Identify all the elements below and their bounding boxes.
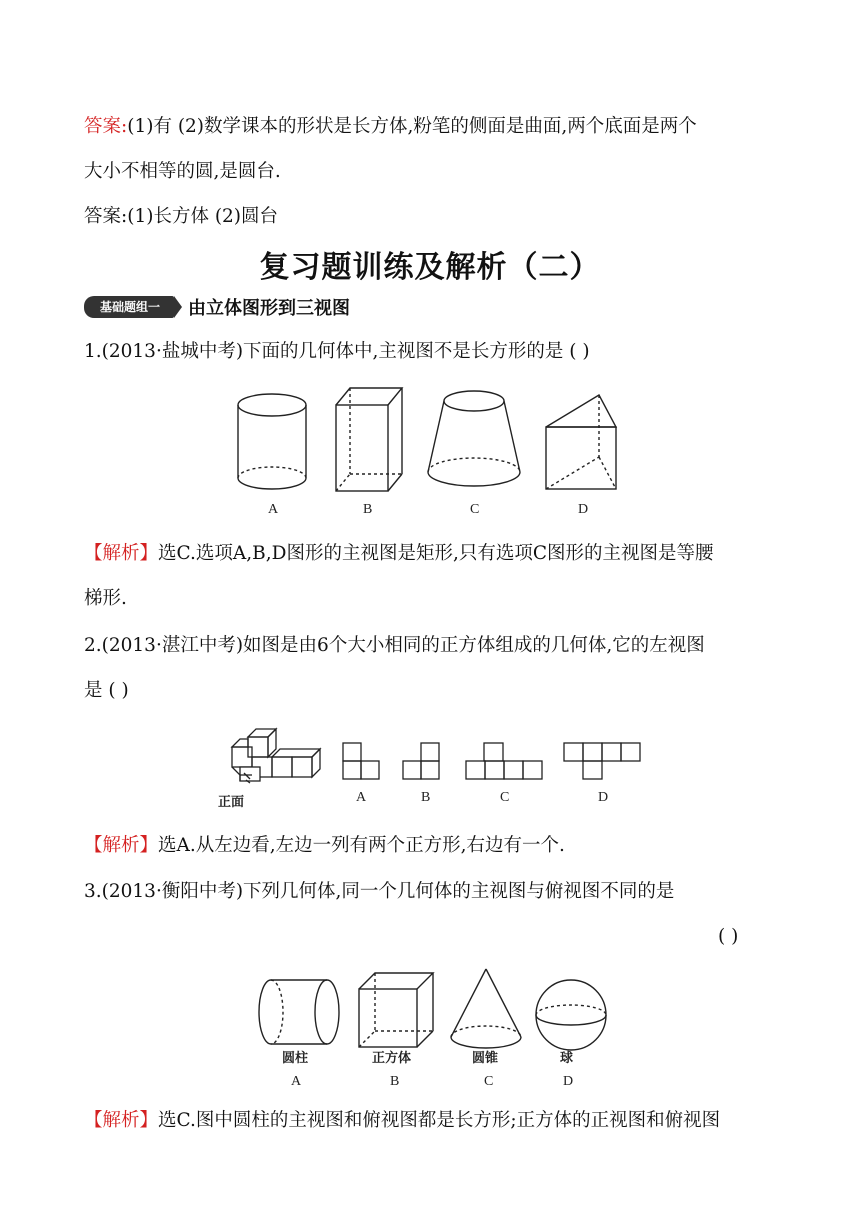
q2-option-d: D — [598, 790, 609, 805]
q2-jiexi-label: 【解析】 — [84, 835, 159, 856]
answer-label: 答案: — [84, 116, 128, 137]
cuboid-figure — [336, 388, 402, 491]
q3-name-d: 球 — [560, 1051, 574, 1066]
option-c-view — [466, 743, 542, 779]
q2-stem-cont: 是 ( ) — [84, 680, 129, 701]
q2-option-c: C — [500, 790, 510, 805]
lying-cylinder-figure — [259, 980, 339, 1044]
option-a-view — [343, 743, 379, 779]
q2-option-a: A — [356, 790, 367, 805]
option-b-view — [403, 743, 439, 779]
answer-line-1-cont: 大小不相等的圆,是圆台. — [84, 161, 281, 182]
answer-line-2: 答案:(1)长方体 (2)圆台 — [84, 206, 279, 227]
q2-front-label: 正面 — [218, 795, 245, 810]
q3-paren: ( ) — [718, 926, 739, 947]
q1-option-b: B — [363, 502, 373, 517]
q1-stem: 1.(2013·盐城中考)下面的几何体中,主视图不是长方形的是 ( ) — [84, 341, 590, 362]
q3-stem: 3.(2013·衡阳中考)下列几何体,同一个几何体的主视图与俯视图不同的是 — [84, 881, 675, 902]
page-title: 复习题训练及解析（二） — [259, 250, 601, 285]
option-d-view — [564, 743, 640, 779]
q1-jiexi — [84, 541, 713, 567]
cube-figure — [359, 973, 433, 1047]
q3-name-c: 圆锥 — [472, 1051, 499, 1066]
q1-jiexi-label: 【解析】 — [84, 543, 159, 564]
q3-jiexi-text: 选C.图中圆柱的主视图和俯视图都是长方形;正方体的正视图和俯视图 — [158, 1110, 721, 1131]
answer-line-1 — [84, 114, 697, 140]
section-tag: 基础题组一 — [84, 296, 174, 318]
q3-name-a: 圆柱 — [282, 1051, 309, 1066]
q3-name-b: 正方体 — [372, 1051, 412, 1066]
q2-stem: 2.(2013·湛江中考)如图是由6个大小相同的正方体组成的几何体,它的左视图 — [84, 635, 705, 656]
q3-option-c: C — [484, 1074, 494, 1089]
q3-option-d: D — [563, 1074, 574, 1089]
cone-figure — [451, 969, 521, 1048]
section-header — [84, 294, 350, 320]
section-label: 由立体图形到三视图 — [188, 298, 351, 319]
frustum-figure — [428, 391, 520, 486]
q3-jiexi-label: 【解析】 — [84, 1110, 159, 1131]
q2-jiexi — [84, 833, 565, 859]
cylinder-figure — [238, 394, 306, 489]
sphere-figure — [536, 980, 606, 1050]
q3-jiexi — [84, 1108, 720, 1134]
answer-text: (1)有 (2)数学课本的形状是长方体,粉笔的侧面是曲面,两个底面是两个 — [127, 116, 697, 137]
q1-option-a: A — [268, 502, 279, 517]
q2-jiexi-text: 选A.从左边看,左边一列有两个正方形,右边有一个. — [158, 835, 565, 856]
q1-jiexi-cont: 梯形. — [84, 588, 127, 609]
q3-option-b: B — [390, 1074, 400, 1089]
q1-jiexi-text: 选C.选项A,B,D图形的主视图是矩形,只有选项C图形的主视图是等腰 — [158, 543, 714, 564]
prism-figure — [546, 395, 616, 489]
q1-figures — [230, 385, 630, 520]
q3-option-a: A — [291, 1074, 302, 1089]
q2-figures — [216, 725, 646, 815]
q1-option-c: C — [470, 502, 480, 517]
q3-figures — [255, 965, 615, 1090]
q2-option-b: B — [421, 790, 431, 805]
cube-stack-figure — [232, 729, 320, 783]
q1-option-d: D — [578, 502, 589, 517]
